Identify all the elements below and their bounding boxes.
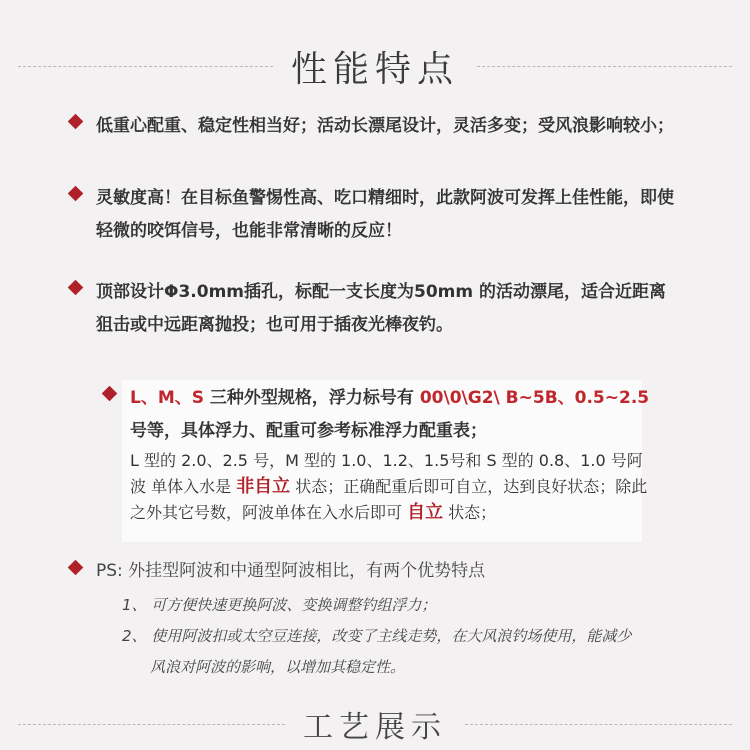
spec-text: 号等，具体浮力、配重可参考标准浮力配重表； <box>130 421 487 441</box>
section-title: 性能特点 <box>291 48 460 90</box>
section-title-bar <box>0 38 750 94</box>
diamond-bullet-icon <box>68 114 84 130</box>
diamond-bullet-icon <box>68 280 84 296</box>
ps-section <box>96 556 676 586</box>
detail-text: 状态；正确配重后即可自立，达到良好状态；除此之外其它号数，阿波单体在入水后即可 <box>130 477 648 522</box>
section-title-bottom: 工艺展示 <box>303 710 447 745</box>
dashed-divider-left <box>18 66 273 67</box>
ps-heading: PS: 外挂型阿波和中通型阿波相比，有两个优势特点 <box>96 561 486 581</box>
size-range-text: L、M、S <box>130 388 204 408</box>
emphasis-self-standing: 自立 <box>407 502 444 523</box>
buoyancy-range-text: 00\0\G2\ B~5B、0.5~2.5 <box>419 388 650 408</box>
feature-item-3 <box>96 276 676 342</box>
dashed-divider-left <box>18 724 285 725</box>
dashed-divider-right <box>465 724 732 725</box>
spec-text: 三种外型规格，浮力标号有 <box>204 388 420 408</box>
feature-text: 低重心配重、稳定性相当好；活动长漂尾设计，灵活多变；受风浪影响较小； <box>96 116 674 136</box>
detail-text: L 型的 2.0、2.5 号，M 型的 1.0、1.2、1.5号和 S 型的 0.8、1.0 号阿波 单体入水是 <box>130 451 643 496</box>
section-title-bar-bottom <box>0 698 750 750</box>
dashed-divider-right <box>477 66 732 67</box>
feature-item-4 <box>130 382 650 526</box>
spec-summary <box>130 382 650 448</box>
feature-text: 灵敏度高！在目标鱼警惕性高、吃口精细时，此款阿波可发挥上佳性能，即使轻微的咬饵信号，也能非常清晰的反应！ <box>96 188 674 241</box>
emphasis-not-self-standing: 非自立 <box>236 476 291 497</box>
diamond-bullet-icon <box>102 386 118 402</box>
diamond-bullet-icon <box>68 186 84 202</box>
feature-item-2 <box>96 182 676 248</box>
ps-point-1: 1、 可方便快速更换阿波、变换调整钓组浮力； <box>122 596 437 614</box>
ps-points <box>122 590 642 683</box>
ps-point-2: 2、 使用阿波扣或太空豆连接，改变了主线走势，在大风浪钓场使用，能减少风浪对阿波的影响，以增加其稳定性。 <box>122 627 632 676</box>
feature-item-1 <box>96 110 676 143</box>
feature-text: 顶部设计Φ3.0mm插孔，标配一支长度为50mm 的活动漂尾，适合近距离狙击或中远距离抛投；也可用于插夜光棒夜钓。 <box>96 282 666 335</box>
detail-text: 状态； <box>443 503 497 522</box>
diamond-bullet-icon <box>68 560 84 576</box>
spec-detail <box>130 448 650 526</box>
